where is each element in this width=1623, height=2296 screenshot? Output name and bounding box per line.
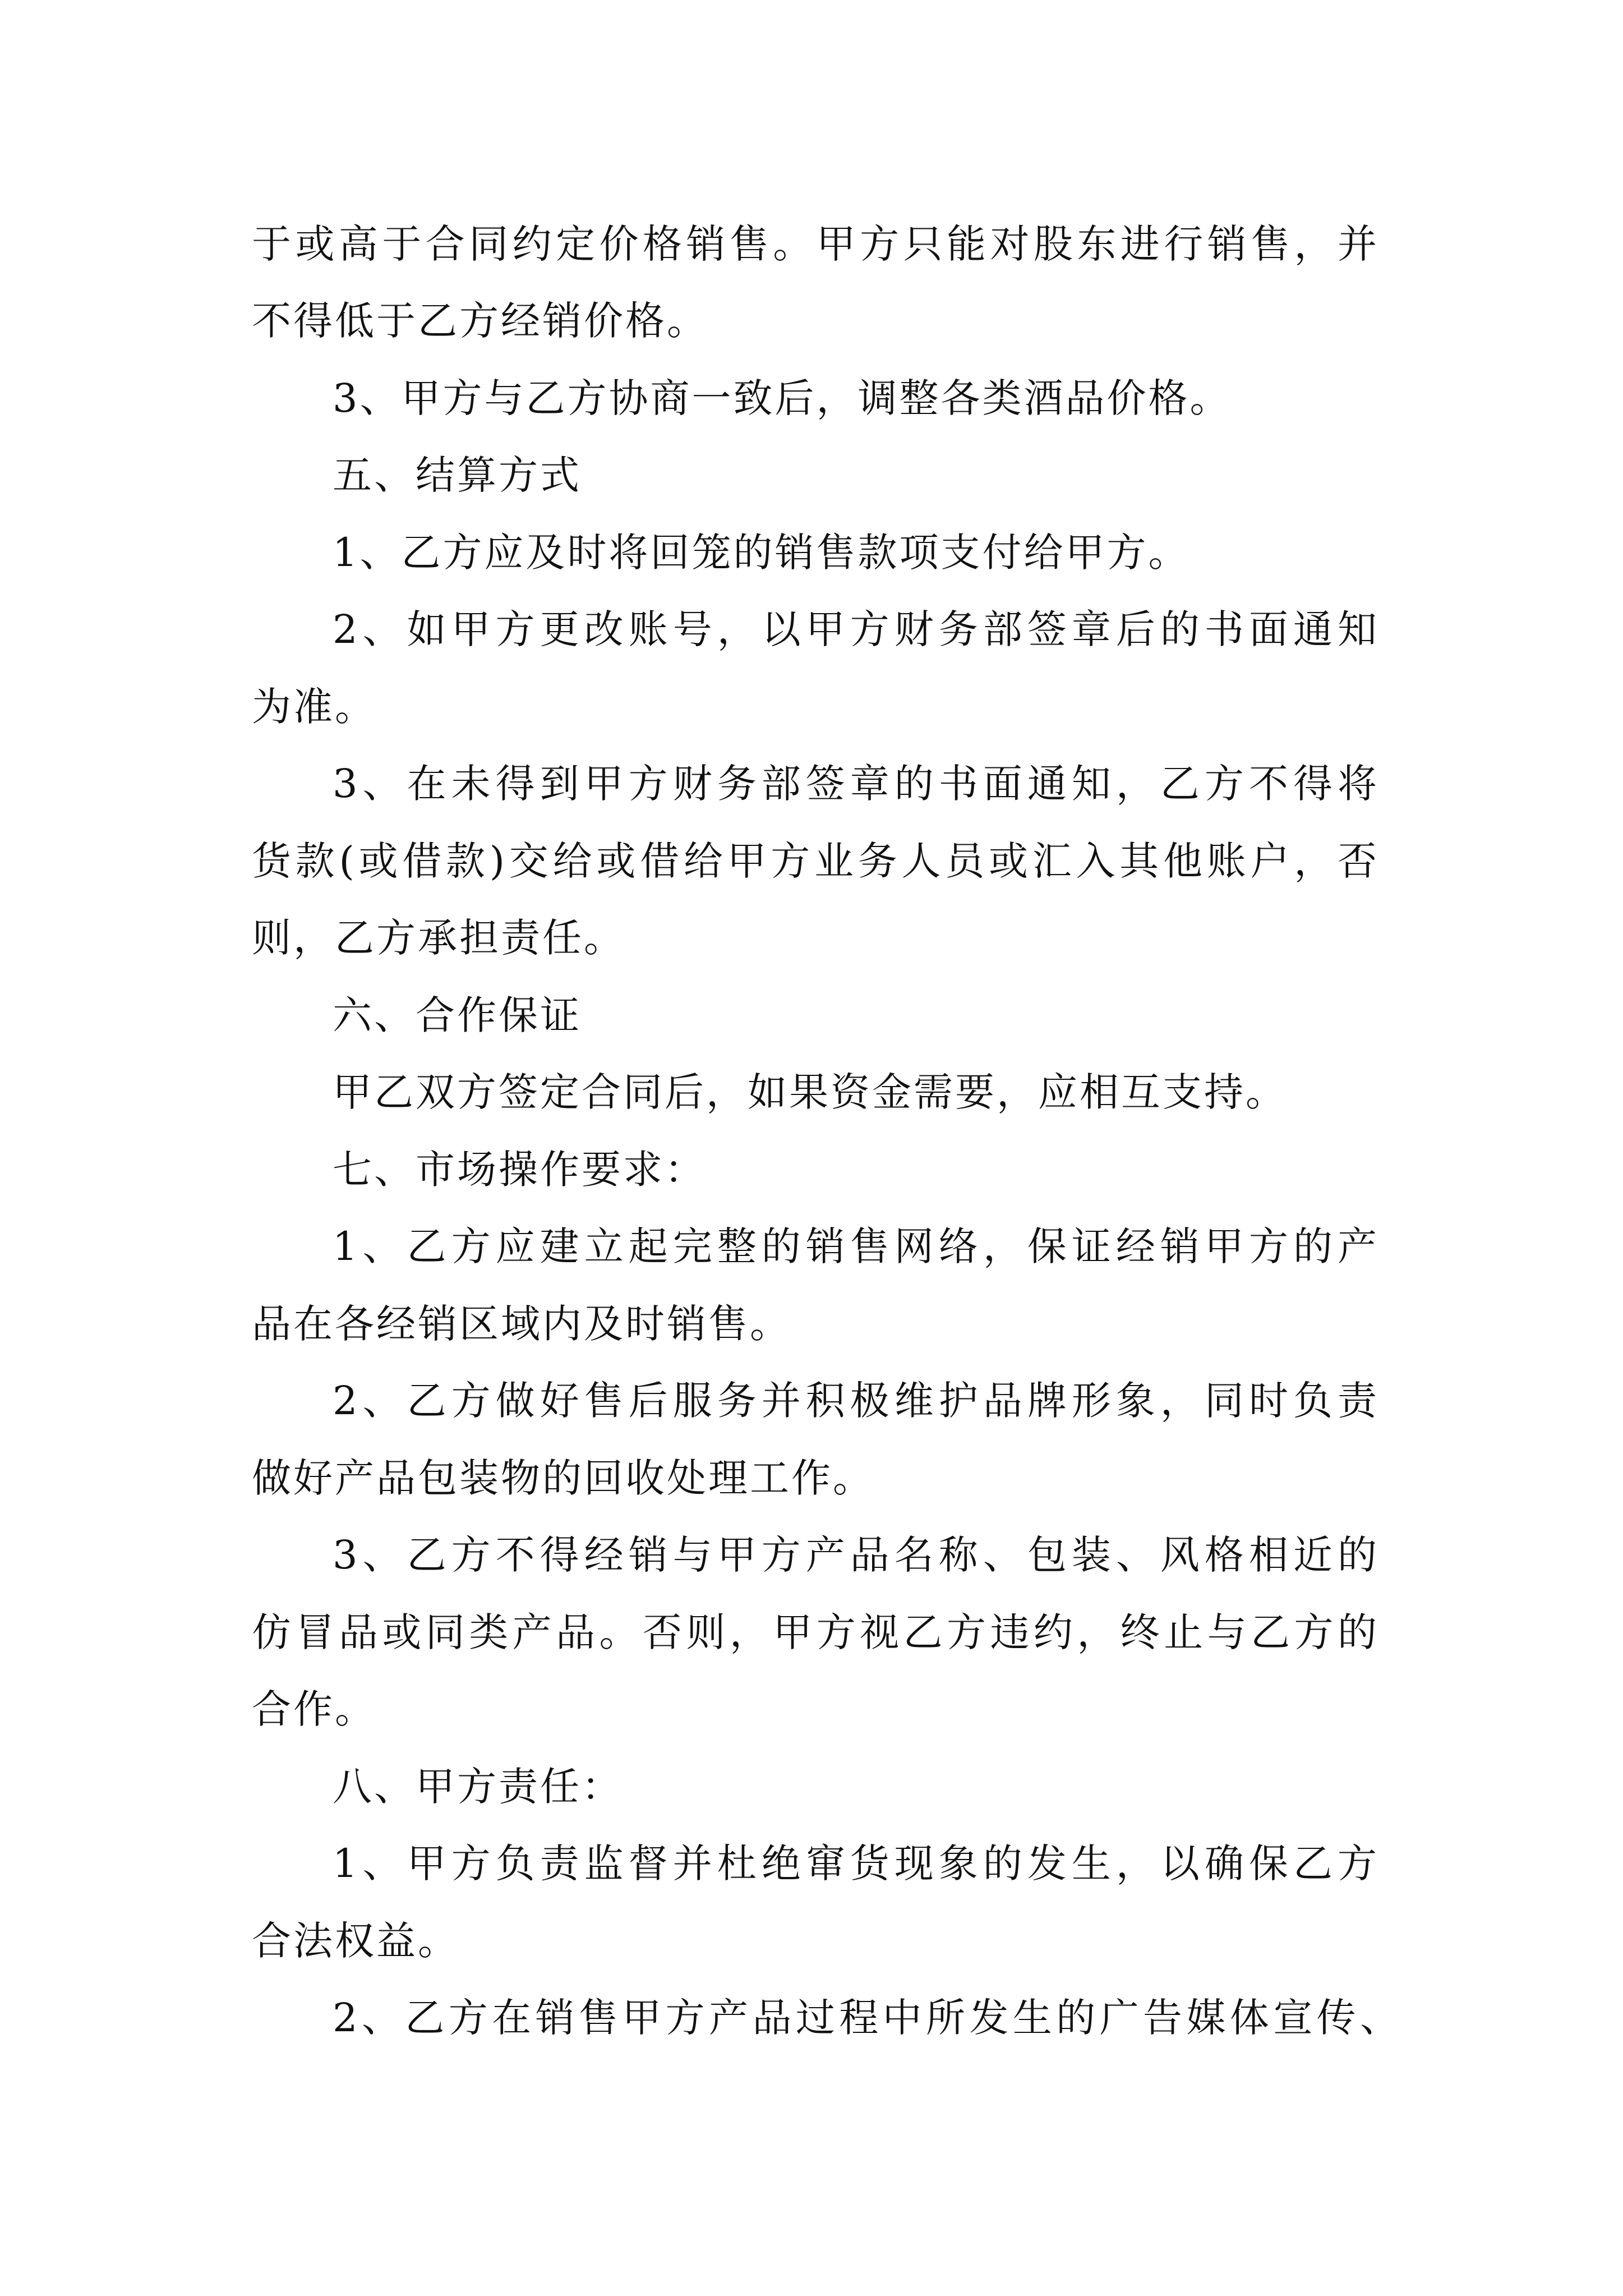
text-line-20: 合作。: [252, 1686, 376, 1732]
text-line-6: 2、如甲方更改账号，以甲方财务部签章后的书面通知: [333, 606, 1379, 652]
text-line-2: 不得低于乙方经销价格。: [252, 298, 708, 344]
text-line-10: 则，乙方承担责任。: [252, 915, 625, 961]
section-heading-cooperation: 六、合作保证: [333, 992, 582, 1038]
section-heading-market: 七、市场操作要求：: [333, 1147, 706, 1193]
text-line-15: 品在各经销区域内及时销售。: [252, 1301, 791, 1347]
text-line-5: 1、乙方应及时将回笼的销售款项支付给甲方。: [333, 530, 1190, 576]
text-line-22: 1、甲方负责监督并杜绝窜货现象的发生，以确保乙方: [333, 1841, 1379, 1887]
text-line-24: 2、乙方在销售甲方产品过程中所发生的广告媒体宣传、: [333, 1995, 1401, 2041]
text-line-7: 为准。: [252, 684, 376, 730]
text-line-16: 2、乙方做好售后服务并积极维护品牌形象，同时负责: [333, 1378, 1379, 1424]
text-line-18: 3、乙方不得经销与甲方产品名称、包装、风格相近的: [333, 1532, 1379, 1578]
text-line-1: 于或高于合同约定价格销售。甲方只能对股东进行销售，并: [252, 221, 1379, 267]
text-line-8: 3、在未得到甲方财务部签章的书面通知，乙方不得将: [333, 761, 1379, 807]
section-heading-settlement: 五、结算方式: [333, 452, 582, 498]
text-line-19: 仿冒品或同类产品。否则，甲方视乙方违约，终止与乙方的: [252, 1609, 1379, 1655]
text-line-9: 货款(或借款)交给或借给甲方业务人员或汇入其他账户，否: [252, 838, 1379, 884]
text-line-12: 甲乙双方签定合同后，如果资金需要，应相互支持。: [333, 1069, 1287, 1115]
text-line-17: 做好产品包装物的回收处理工作。: [252, 1455, 874, 1501]
text-line-23: 合法权益。: [252, 1918, 459, 1964]
text-line-14: 1、乙方应建立起完整的销售网络，保证经销甲方的产: [333, 1223, 1379, 1269]
text-line-3: 3、甲方与乙方协商一致后，调整各类酒品价格。: [333, 375, 1232, 421]
section-heading-party-a: 八、甲方责任：: [333, 1764, 623, 1810]
